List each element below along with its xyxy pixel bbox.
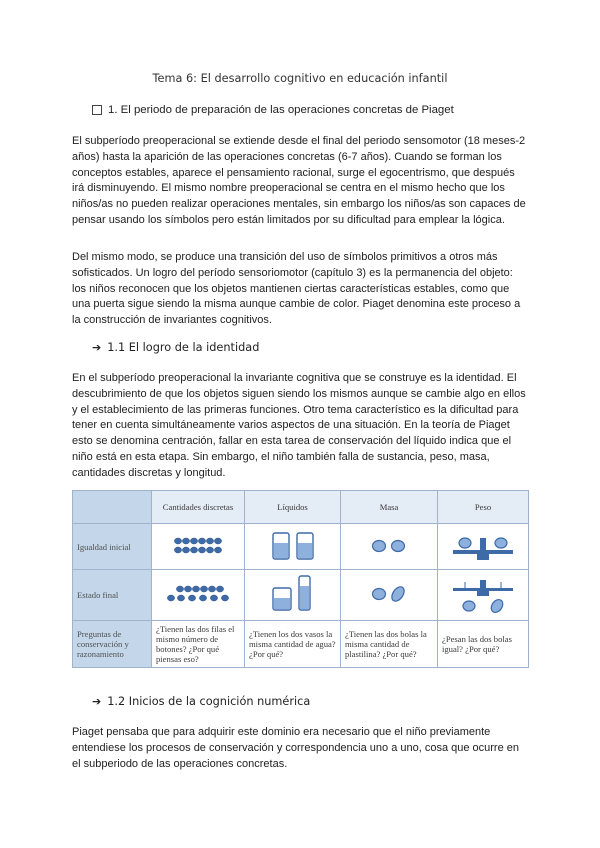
scale-final-icon (438, 570, 529, 621)
header-masa: Masa (341, 491, 438, 524)
checkbox-icon[interactable] (92, 105, 102, 115)
table-corner-cell (73, 491, 152, 524)
section-1-heading-text: 1. El periodo de preparación de las operaciones concretas de Piaget (108, 104, 454, 116)
row-label-igualdad: Igualdad inicial (73, 524, 152, 570)
row-label-estado-final: Estado final (73, 570, 152, 621)
clay-ball-sausage-icon (341, 570, 438, 621)
paragraph-transicion: Del mismo modo, se produce una transición del uso de símbolos primitivos a otros más sofisticados. Un logro del período sensoriomotor (capítulo 3) es la permanencia del objeto: los niños reconocen que los objetos mantienen ciertas características estables, como que una puerta sigue siendo la misma aunque cambie de color. Piaget denomina este proceso a la construcción de invariantes cognitivos. (72, 251, 521, 327)
arrow-right-icon: ➔ (92, 695, 102, 708)
section-1-heading (92, 104, 454, 116)
paragraph-identidad: En el subperíodo preoperacional la invariante cognitiva que se construye es la identidad. El descubrimiento de que los objetos siguen siendo los mismos aunque se cambie algo en ellos y el establecimiento de las primeras funciones. Otro tema característico es la dificultad para tener en cuenta simultáneamente varios aspectos de una situación. En la teoría de Piaget esto se denomina centración, fallar en esta tarea de conservación del líquido indica que el niño está en esta etapa. Sin embargo, el niño también falla de sustancia, peso, masa, cantidades discretas y longitud. (72, 372, 526, 479)
header-cantidades: Cantidades discretas (152, 491, 245, 524)
header-liquidos: Líquidos (245, 491, 341, 524)
subsection-1-1-title: 1.1 El logro de la identidad (107, 341, 260, 354)
glasses-equal-icon (245, 524, 341, 570)
question-cantidades: ¿Tienen las dos filas el mismo número de botones? ¿Por qué piensas eso? (152, 621, 245, 668)
question-liquidos: ¿Tienen los dos vasos la misma cantidad de agua? ¿Por qué? (245, 621, 341, 668)
subsection-1-2-heading (92, 695, 310, 708)
buttons-spread-icon (152, 570, 245, 621)
question-masa: ¿Tienen las dos bolas la misma cantidad de plastilina? ¿Por qué? (341, 621, 438, 668)
header-peso: Peso (438, 491, 529, 524)
subsection-1-1-heading (92, 341, 259, 354)
buttons-equal-icon (152, 524, 245, 570)
glasses-different-icon (245, 570, 341, 621)
conservation-table (72, 490, 528, 667)
clay-balls-equal-icon (341, 524, 438, 570)
scale-balanced-icon (438, 524, 529, 570)
paragraph-cognicion-numerica: Piaget pensaba que para adquirir este dominio era necesario que el niño previamente entendiese los procesos de conservación y correspondencia uno a uno, cosa que ocurre en el subperiodo de las operaciones concretas. (72, 726, 520, 770)
page-title: Tema 6: El desarrollo cognitivo en educación infantil (152, 72, 448, 85)
arrow-right-icon: ➔ (92, 341, 102, 354)
subsection-1-2-title: 1.2 Inicios de la cognición numérica (107, 695, 311, 708)
row-label-preguntas: Preguntas de conservación y razonamiento (73, 621, 152, 668)
question-peso: ¿Pesan las dos bolas igual? ¿Por qué? (438, 621, 529, 668)
paragraph-subperiodo: El subperíodo preoperacional se extiende desde el final del periodo sensomotor (18 meses-2 años) hasta la aparición de las operaciones concretas (6-7 años). Cuando se forman los conceptos estables, aparece el pensamiento racional, surge el egocentrismo, que después irá disminuyendo. El mismo nombre preoperacional se centra en el mismo hecho que los niños/as no pueden realizar operaciones mentales, sin embargo los niños/as son capaces de pensar usando los símbolos pero están limitados por su dificultad para emplear la lógica. (72, 135, 526, 226)
